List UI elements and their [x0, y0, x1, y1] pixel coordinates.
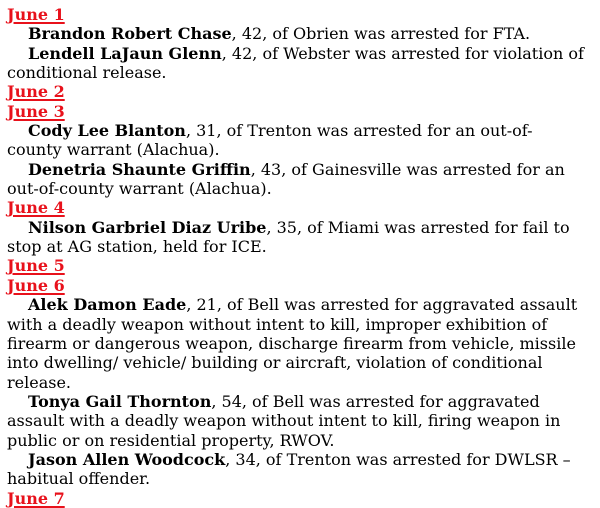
arrest-details: , 21, of Bell was arrested for aggravated assault with a deadly weapon without intent to kill, improper exhibition of firearm or dangerous weapon, discharge firearm from vehicle, missile into dwelling/ vehicle/ building or aircraft, violation of conditional release. [7, 295, 578, 392]
date-heading: June 6 [7, 275, 65, 295]
arrest-report [7, 5, 585, 508]
date-heading: June 4 [7, 198, 65, 218]
arrest-details: , 34, of Trenton was arrested for DWLSR – habitual offender. [7, 449, 571, 489]
arrestee-name: Jason Allen Woodcock [28, 449, 226, 469]
date-heading: June 1 [7, 5, 65, 24]
date-heading: June 7 [7, 488, 65, 508]
arrestee-name: Cody Lee Blanton [28, 121, 186, 141]
arrest-entry [7, 44, 585, 83]
arrestee-name: Tonya Gail Thornton [28, 391, 212, 411]
arrestee-name: Denetria Shaunte Griffin [28, 159, 251, 179]
arrest-entry [7, 160, 585, 199]
arrestee-name: Lendell LaJaun Glenn [28, 43, 222, 63]
arrest-entry [7, 24, 585, 43]
arrest-details: , 54, of Bell was arrested for aggravated assault with a deadly weapon without intent to kill, firing weapon in public or on residential property, RWOV. [7, 391, 561, 450]
date-heading: June 2 [7, 82, 65, 102]
arrest-details: , 42, of Obrien was arrested for FTA. [231, 24, 531, 44]
arrest-entry [7, 218, 585, 257]
arrest-details: , 35, of Miami was arrested for fail to stop at AG station, held for ICE. [7, 217, 570, 257]
arrest-entry [7, 295, 585, 392]
arrest-details: , 42, of Webster was arrested for violation of conditional release. [7, 43, 584, 83]
arrestee-name: Alek Damon Eade [28, 295, 187, 315]
arrestee-name: Nilson Garbriel Diaz Uribe [28, 217, 267, 237]
arrest-entry [7, 392, 585, 450]
date-heading: June 3 [7, 101, 65, 121]
date-heading: June 5 [7, 256, 65, 276]
arrestee-name: Brandon Robert Chase [28, 24, 232, 44]
arrest-entry [7, 450, 585, 489]
arrest-entry [7, 121, 585, 160]
arrest-details: , 43, of Gainesville was arrested for an out-of-county warrant (Alachua). [7, 159, 565, 199]
arrest-details: , 31, of Trenton was arrested for an out-of-county warrant (Alachua). [7, 121, 533, 160]
